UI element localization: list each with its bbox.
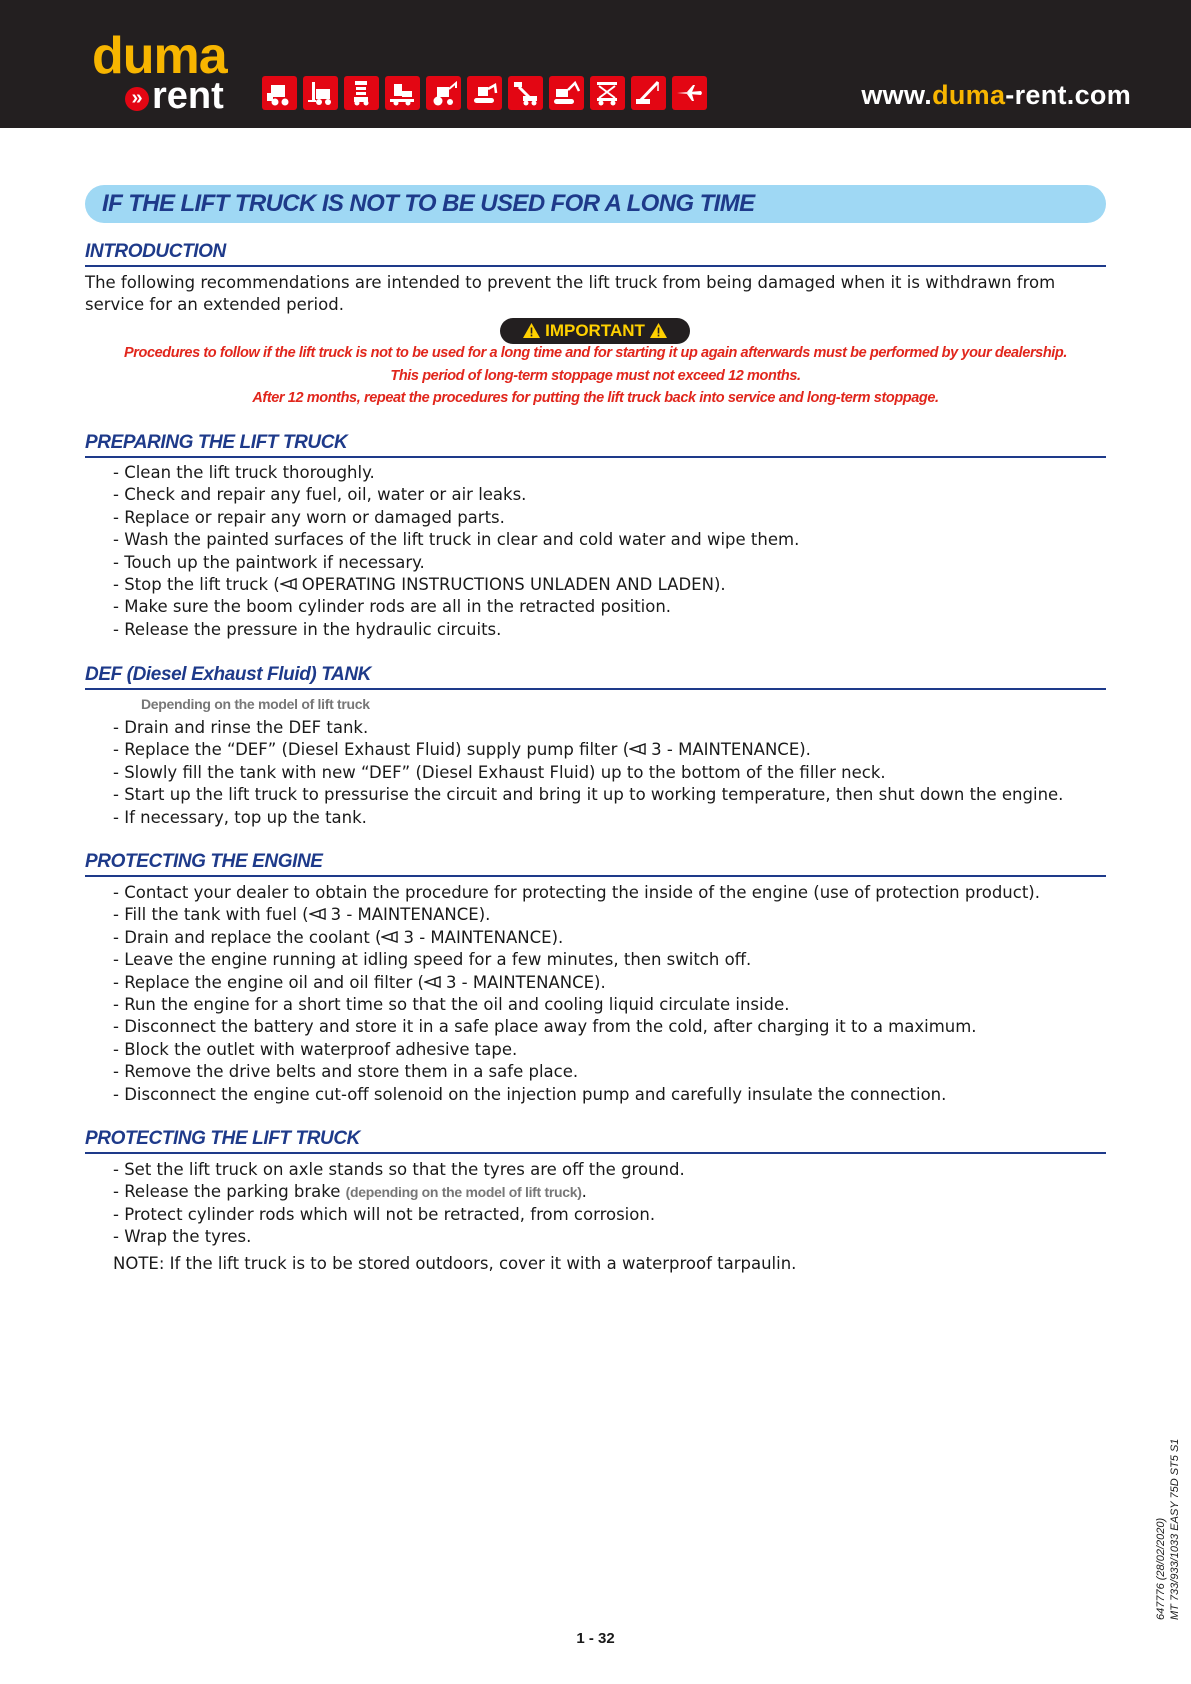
reference-arrow-icon (309, 908, 327, 920)
section-heading-def-tank: DEF (Diesel Exhaust Fluid) TANK (85, 663, 1106, 690)
important-badge (500, 318, 690, 344)
item-text: Replace the engine oil and oil filter ( (124, 972, 424, 992)
section-heading-preparing: PREPARING THE LIFT TRUCK (85, 431, 1106, 458)
list-item (113, 904, 1103, 926)
list-item (113, 574, 1103, 596)
section-heading-lift-truck: PROTECTING THE LIFT TRUCK (85, 1127, 1106, 1154)
item-text-end: ). (594, 972, 606, 992)
skid-steer-icon (262, 76, 297, 110)
list-item: - Leave the engine running at idling speed for a few minutes, then switch off. (113, 949, 1103, 971)
list-item: - Wash the painted surfaces of the lift truck in clear and cold water and wipe them. (113, 529, 1103, 551)
item-text: Stop the lift truck ( (124, 575, 280, 595)
item-text-end: . (581, 1182, 587, 1202)
list-item: - If necessary, top up the tank. (113, 807, 1103, 829)
manual-reference[interactable]: OPERATING INSTRUCTIONS UNLADEN AND LADEN (301, 575, 714, 595)
def-tank-list (113, 717, 1103, 829)
list-item: - Slowly fill the tank with new “DEF” (Diesel Exhaust Fluid) up to the bottom of the filler neck. (113, 762, 1103, 784)
document-reference-line: 647776 (28/02/2020) (1155, 1517, 1167, 1620)
crane-icon (631, 76, 666, 110)
item-text-end: ). (799, 740, 811, 760)
introduction-text: The following recommendations are intended to prevent the lift truck from being damaged when it is withdrawn from service for an extended period. (85, 273, 1056, 314)
website-brand: duma (932, 80, 1006, 110)
logo-arrow-icon: » (125, 87, 149, 111)
list-item: - Wrap the tyres. (113, 1226, 1103, 1248)
list-item (113, 927, 1103, 949)
item-text: Release the parking brake (124, 1182, 346, 1202)
important-line: After 12 months, repeat the procedures for putting the lift truck back into service and long-term stoppage. (252, 390, 939, 406)
list-item (113, 739, 1103, 761)
manual-reference[interactable]: 3 - MAINTENANCE (403, 927, 552, 947)
website-prefix: www. (861, 80, 933, 110)
lift-truck-list (113, 1159, 1103, 1249)
scissor-lift-icon (590, 76, 625, 110)
list-item: - Check and repair any fuel, oil, water or air leaks. (113, 484, 1103, 506)
page-number: 1 - 32 (576, 1630, 615, 1647)
header-bar (0, 0, 1191, 128)
list-item: - Release the pressure in the hydraulic circuits. (113, 619, 1103, 641)
backhoe-icon (426, 76, 461, 110)
important-label: IMPORTANT (545, 321, 645, 340)
item-text: Fill the tank with fuel ( (124, 905, 309, 925)
list-item: - Run the engine for a short time so that the oil and cooling liquid circulate inside. (113, 994, 1103, 1016)
section-heading-introduction: INTRODUCTION (85, 240, 1106, 267)
list-item: - Disconnect the battery and store it in a safe place away from the cold, after charging it to a maximum. (113, 1016, 1103, 1038)
list-item: - Start up the lift truck to pressurise the circuit and bring it up to working temperature, then shut down the engine. (113, 784, 1103, 806)
model-note: Depending on the model of lift truck (141, 696, 370, 712)
logo-rent (125, 76, 224, 116)
list-item: - Clean the lift truck thoroughly. (113, 462, 1103, 484)
engine-list (113, 882, 1103, 1106)
telehandler-icon (344, 76, 379, 110)
reference-arrow-icon (280, 578, 298, 590)
preparing-list (113, 462, 1103, 641)
list-item: - Block the outlet with waterproof adhesive tape. (113, 1039, 1103, 1061)
item-text-end: ). (713, 575, 726, 595)
list-item (113, 1181, 1103, 1203)
list-item: - Remove the drive belts and store them in a safe place. (113, 1061, 1103, 1083)
list-item: - Make sure the boom cylinder rods are all in the retracted position. (113, 596, 1103, 618)
warning-icon (523, 323, 540, 338)
important-line: Procedures to follow if the lift truck is not to be used for a long time and for starting it up again afterwards must be performed by your dealership. (123, 345, 1068, 361)
item-text-end: ). (551, 927, 564, 947)
manual-reference[interactable]: 3 - MAINTENANCE (445, 972, 595, 992)
logo-rent-text: rent (152, 75, 224, 117)
list-item: - Contact your dealer to obtain the procedure for protecting the inside of the engine (use of protection product). (113, 882, 1103, 904)
reference-arrow-icon (424, 976, 442, 988)
important-line: This period of long-term stoppage must not exceed 12 months. (390, 368, 801, 384)
excavator-icon (549, 76, 584, 110)
list-item: - Drain and rinse the DEF tank. (113, 717, 1103, 739)
website-suffix: -rent.com (1005, 80, 1131, 110)
list-item: - Protect cylinder rods which will not be retracted, from corrosion. (113, 1204, 1103, 1226)
website-link[interactable] (861, 80, 1131, 111)
list-item: - Set the lift truck on axle stands so that the tyres are off the ground. (113, 1159, 1103, 1181)
list-item: - Replace or repair any worn or damaged parts. (113, 507, 1103, 529)
item-text: Replace the “DEF” (Diesel Exhaust Fluid) supply pump filter ( (124, 740, 630, 760)
reference-arrow-icon (629, 743, 647, 755)
warning-icon (650, 323, 667, 338)
manual-reference[interactable]: 3 - MAINTENANCE (651, 740, 800, 760)
section-heading-engine: PROTECTING THE ENGINE (85, 850, 1106, 877)
document-reference-line: MT 733/933/1033 EASY 75D ST5 S1 (1169, 1438, 1181, 1620)
forklift-icon (303, 76, 338, 110)
item-text: Drain and replace the coolant ( (124, 927, 382, 947)
page-title: IF THE LIFT TRUCK IS NOT TO BE USED FOR A LONG TIME (102, 190, 755, 217)
list-item (113, 972, 1103, 994)
mini-excavator-icon (467, 76, 502, 110)
storage-note: NOTE: If the lift truck is to be stored outdoors, cover it with a waterproof tarpaulin. (113, 1254, 797, 1273)
model-note: (depending on the model of lift truck) (345, 1184, 582, 1201)
boom-lift-icon (508, 76, 543, 110)
reference-arrow-icon (381, 931, 399, 943)
logo-duma: duma (92, 27, 227, 85)
document-reference (1154, 1439, 1182, 1620)
plane-icon (672, 76, 707, 110)
compact-loader-icon (385, 76, 420, 110)
manual-reference[interactable]: 3 - MAINTENANCE (330, 905, 479, 925)
item-text-end: ). (478, 905, 491, 925)
list-item: - Disconnect the engine cut-off solenoid on the injection pump and carefully insulate the connection. (113, 1084, 1103, 1106)
page-title-bar (85, 185, 1106, 223)
list-item: - Touch up the paintwork if necessary. (113, 552, 1103, 574)
